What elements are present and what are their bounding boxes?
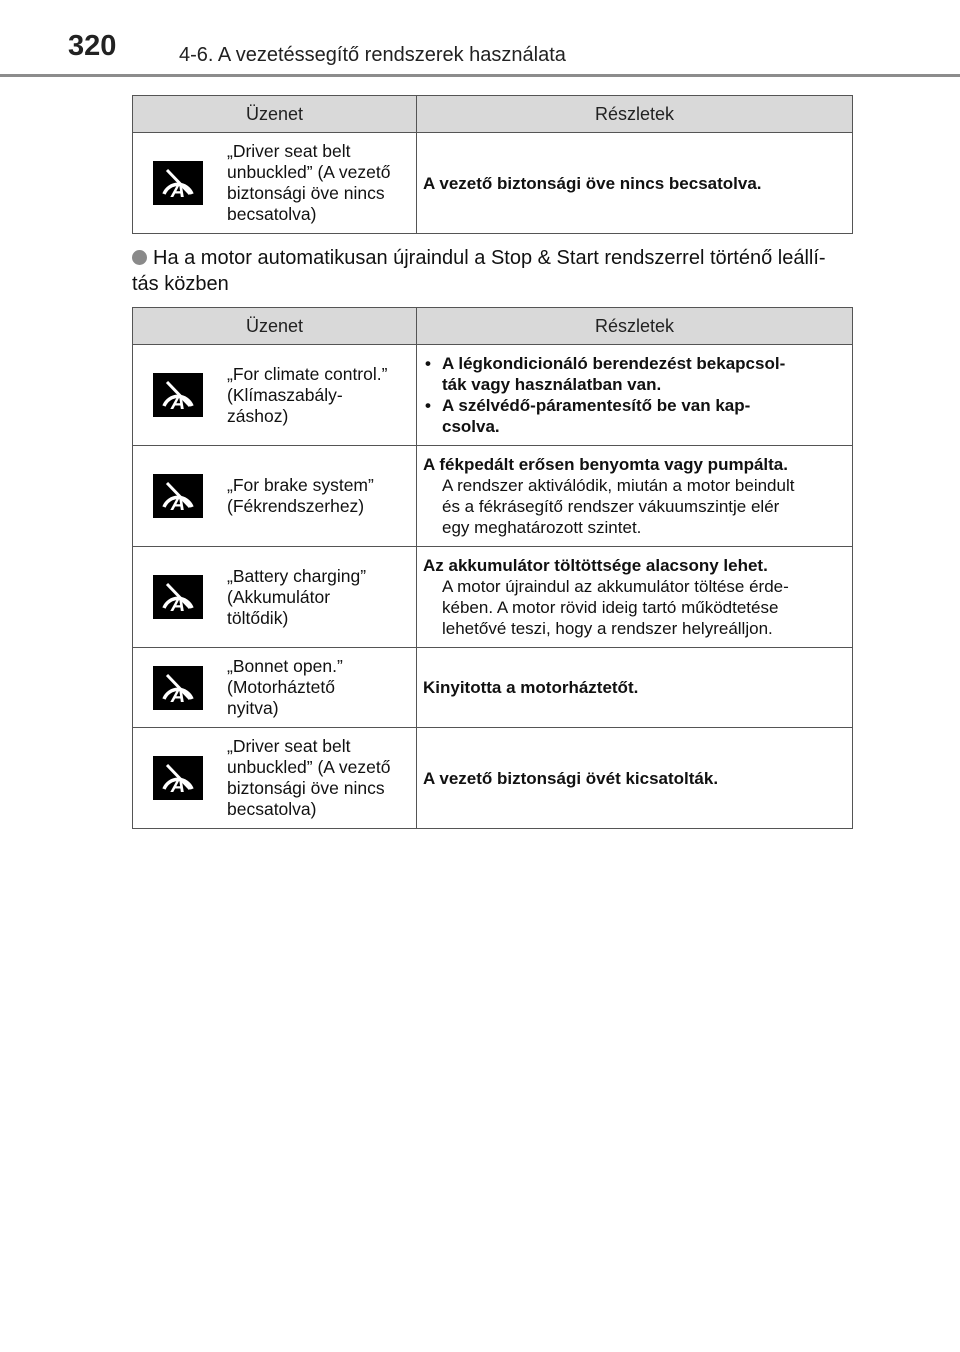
- detail-cell: [417, 345, 853, 446]
- svg-text:A: A: [170, 684, 186, 707]
- message-cell: [133, 728, 417, 829]
- detail-cell: [417, 648, 853, 728]
- message-text: „For climate control.” (Klímaszabály- záshoz): [227, 363, 388, 426]
- column-header-message: Üzenet: [133, 308, 417, 345]
- detail-bold-text: Az akkumulátor töltöttsége alacsony lehet.: [423, 556, 768, 575]
- table-row: [133, 133, 853, 234]
- table-header-row: [133, 96, 853, 133]
- detail-normal-text: A rendszer aktiválódik, miután a motor beindult és a fékrásegítő rendszer vákuumszintje elér egy meghatározott szintet.: [442, 476, 795, 537]
- header-rule: [0, 74, 960, 77]
- bullet-heading-line2: tás közben: [132, 273, 229, 295]
- bullet-heading-line1: Ha a motor automatikusan újraindul a Stop & Start rendszerrel történő leállí-: [153, 247, 826, 269]
- detail-cell: [417, 547, 853, 648]
- message-cell: [133, 547, 417, 648]
- message-table-1: [132, 95, 853, 234]
- stop-start-off-icon: [153, 666, 203, 710]
- detail-normal-text: A motor újraindul az akkumulátor töltése érde- kében. A motor rövid ideig tartó működtetése lehetővé teszi, hogy a rendszer helyreálljon.: [442, 577, 789, 638]
- table-row: [133, 648, 853, 728]
- table-row: [133, 547, 853, 648]
- message-table-2: [132, 307, 853, 829]
- table-row: [133, 446, 853, 547]
- detail-cell: [417, 728, 853, 829]
- svg-text:A: A: [170, 180, 186, 202]
- bullet-circle-icon: [132, 250, 147, 265]
- detail-text: A vezető biztonsági övét kicsatolták.: [423, 768, 719, 788]
- message-cell: [133, 345, 417, 446]
- table-row: [133, 728, 853, 829]
- detail-bullet-item: • A légkondicionáló berendezést bekapcsol- ták vagy használatban van.: [423, 353, 846, 395]
- detail-bullet-item: • A szélvédő-páramentesítő be van kap- csolva.: [423, 395, 846, 437]
- table-row: [133, 345, 853, 446]
- stop-start-off-icon: [153, 474, 203, 518]
- message-text: „Driver seat belt unbuckled” (A vezető biztonsági öve nincs becsatolva): [227, 141, 391, 224]
- svg-text:A: A: [170, 594, 186, 616]
- detail-bold-text: A fékpedált erősen benyomta vagy pumpálta.: [423, 455, 788, 474]
- page-number: 320: [68, 30, 117, 62]
- section-bullet-heading: [132, 245, 862, 297]
- column-header-details: Részletek: [417, 308, 853, 345]
- column-header-details: Részletek: [417, 96, 853, 133]
- message-cell: [133, 446, 417, 547]
- svg-text:A: A: [170, 493, 186, 515]
- column-header-message: Üzenet: [133, 96, 417, 133]
- message-text: „Battery charging” (Akkumulátor töltődik): [227, 565, 367, 628]
- detail-cell: [417, 133, 853, 234]
- section-title: 4-6. A vezetéssegítő rendszerek használata: [179, 44, 566, 66]
- detail-text: Kinyitotta a motorháztetőt.: [423, 678, 639, 697]
- detail-text: A vezető biztonsági öve nincs becsatolva.: [423, 173, 762, 193]
- message-cell: [133, 133, 417, 234]
- stop-start-off-icon: [153, 575, 203, 619]
- message-text: „For brake system” (Fékrendszerhez): [227, 475, 374, 516]
- stop-start-off-icon: [153, 161, 203, 205]
- page-header: [0, 0, 960, 80]
- stop-start-off-icon: [153, 373, 203, 417]
- svg-text:A: A: [170, 775, 186, 797]
- message-cell: [133, 648, 417, 728]
- table-header-row: [133, 308, 853, 345]
- message-text: „Bonnet open.” (Motorháztető nyitva): [227, 656, 343, 718]
- message-text: „Driver seat belt unbuckled” (A vezető biztonsági öve nincs becsatolva): [227, 736, 391, 819]
- detail-cell: [417, 446, 853, 547]
- svg-text:A: A: [170, 392, 186, 414]
- stop-start-off-icon: [153, 756, 203, 800]
